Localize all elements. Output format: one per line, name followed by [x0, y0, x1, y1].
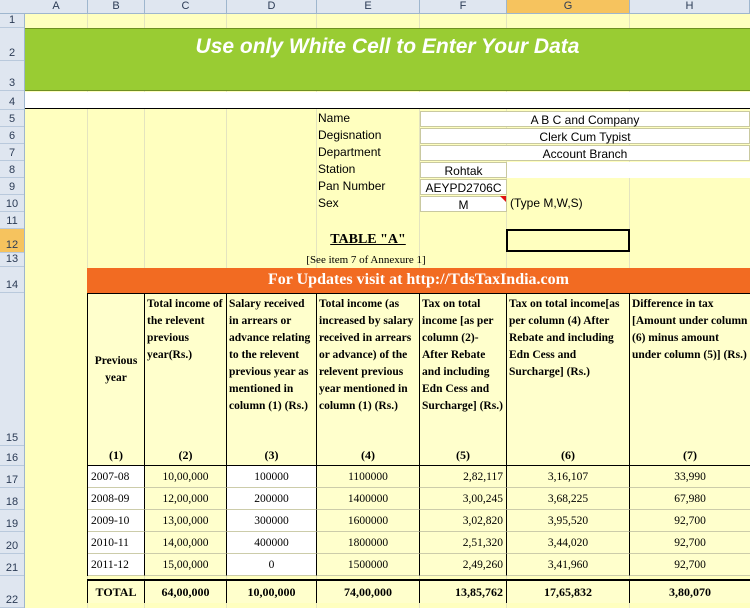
name-label: Name	[318, 111, 351, 125]
cell-difference: 92,700	[630, 532, 750, 554]
column-header-g[interactable]: G	[507, 0, 630, 13]
name-field[interactable]: A B C and Company	[420, 111, 750, 127]
column-number-row	[87, 446, 750, 466]
row-header[interactable]: 13	[0, 253, 24, 267]
column-header-c[interactable]: C	[145, 0, 227, 13]
cell-tax-col2: 2,49,260	[420, 554, 507, 576]
header-previous-year: Previous year	[88, 294, 145, 447]
table-row	[87, 466, 750, 488]
cell-total-income: 12,00,000	[145, 488, 227, 510]
cell-difference: 67,980	[630, 488, 750, 510]
cell-tax-col4: 3,95,520	[507, 510, 630, 532]
column-header-h[interactable]: H	[630, 0, 750, 13]
colnum-3: (3)	[227, 446, 317, 466]
table-row	[87, 532, 750, 554]
cell-year[interactable]: 2011-12	[88, 554, 145, 576]
row-header[interactable]: 8	[0, 161, 24, 178]
total-arrears-sum: 10,00,000	[227, 579, 317, 603]
cell-increased-income: 1500000	[317, 554, 420, 576]
header-salary-arrears: Salary received in arrears or advance relating to the relevent previous year as mentioned in column (1) (Rs.)	[227, 294, 317, 447]
row-header[interactable]: 19	[0, 510, 24, 532]
cell-difference: 33,990	[630, 466, 750, 488]
cell-tax-col4: 3,16,107	[507, 466, 630, 488]
row-header[interactable]: 15	[0, 293, 24, 446]
total-income-sum: 64,00,000	[145, 579, 227, 603]
cell-total-income: 14,00,000	[145, 532, 227, 554]
column-header-b[interactable]: B	[88, 0, 145, 13]
row-header-bar	[0, 14, 25, 608]
cell-increased-income: 1600000	[317, 510, 420, 532]
station-label: Station	[318, 162, 356, 176]
cell-total-income: 13,00,000	[145, 510, 227, 532]
cell-tax-col2: 2,82,117	[420, 466, 507, 488]
colnum-6: (6)	[507, 446, 630, 466]
spacer-row	[25, 92, 750, 109]
table-title: TABLE "A"	[330, 232, 406, 247]
cell-arrears[interactable]: 0	[227, 554, 317, 576]
cell-increased-income: 1800000	[317, 532, 420, 554]
row-header[interactable]: 20	[0, 532, 24, 554]
pan-field[interactable]: AEYPD2706C	[420, 179, 507, 195]
row-header[interactable]: 7	[0, 144, 24, 161]
table-row	[87, 554, 750, 576]
station-extra-cell[interactable]	[507, 162, 750, 178]
colnum-2: (2)	[145, 446, 227, 466]
active-cell[interactable]	[506, 229, 630, 252]
column-header-e[interactable]: E	[317, 0, 420, 13]
cell-grid[interactable]	[25, 14, 750, 608]
row-header[interactable]: 12	[0, 229, 24, 253]
row-header[interactable]: 3	[0, 61, 24, 91]
total-tax-col4-sum: 17,65,832	[507, 579, 630, 603]
sex-hint: (Type M,W,S)	[510, 196, 583, 210]
station-field[interactable]: Rohtak	[420, 162, 507, 178]
header-tax-col2: Tax on total income [as per column (2)- After Rebate and including Edn Cess and Surcharge] (Rs.)	[420, 294, 507, 447]
column-header-f[interactable]: F	[420, 0, 507, 13]
department-label: Department	[318, 145, 381, 159]
cell-total-income: 10,00,000	[145, 466, 227, 488]
row-header[interactable]: 11	[0, 212, 24, 229]
cell-increased-income: 1100000	[317, 466, 420, 488]
header-tax-col4: Tax on total income[as per column (4) After Rebate and including Edn Cess and Surcharge] (Rs.)	[507, 294, 630, 447]
total-row	[87, 579, 750, 603]
row-header[interactable]: 10	[0, 195, 24, 212]
cell-year[interactable]: 2010-11	[88, 532, 145, 554]
designation-label: Degisnation	[318, 128, 382, 142]
row-header[interactable]: 18	[0, 488, 24, 510]
colnum-1: (1)	[88, 446, 145, 466]
total-increased-sum: 74,00,000	[317, 579, 420, 603]
cell-tax-col2: 3,02,820	[420, 510, 507, 532]
cell-arrears[interactable]: 100000	[227, 466, 317, 488]
cell-increased-income: 1400000	[317, 488, 420, 510]
row-header[interactable]: 4	[0, 91, 24, 110]
row-header[interactable]: 5	[0, 110, 24, 127]
cell-year[interactable]: 2007-08	[88, 466, 145, 488]
column-header-d[interactable]: D	[227, 0, 317, 13]
cell-arrears[interactable]: 300000	[227, 510, 317, 532]
cell-tax-col4: 3,41,960	[507, 554, 630, 576]
update-banner[interactable]: For Updates visit at http://TdsTaxIndia.com	[87, 268, 750, 293]
sex-label: Sex	[318, 196, 339, 210]
instruction-banner	[25, 28, 750, 91]
row-header[interactable]: 17	[0, 466, 24, 488]
table-row	[87, 488, 750, 510]
cell-tax-col2: 3,00,245	[420, 488, 507, 510]
cell-year[interactable]: 2008-09	[88, 488, 145, 510]
colnum-7: (7)	[630, 446, 750, 466]
cell-total-income: 15,00,000	[145, 554, 227, 576]
cell-arrears[interactable]: 400000	[227, 532, 317, 554]
cell-tax-col2: 2,51,320	[420, 532, 507, 554]
header-total-income: Total income of the relevent previous year(Rs.)	[145, 294, 227, 447]
table-subtitle: [See item 7 of Annexure 1]	[306, 254, 426, 266]
table-row	[87, 510, 750, 532]
cell-tax-col4: 3,68,225	[507, 488, 630, 510]
sex-field[interactable]: M	[420, 196, 507, 212]
column-header-a[interactable]: A	[25, 0, 88, 13]
pan-label: Pan Number	[318, 179, 386, 193]
cell-year[interactable]: 2009-10	[88, 510, 145, 532]
total-tax-col2-sum: 13,85,762	[420, 579, 507, 603]
comment-indicator-icon[interactable]	[500, 196, 506, 202]
row-header[interactable]: 9	[0, 178, 24, 195]
header-difference: Difference in tax [Amount under column (6) minus amount under column (5)] (Rs.)	[630, 294, 750, 447]
total-difference-sum: 3,80,070	[630, 579, 750, 603]
row-header[interactable]: 21	[0, 554, 24, 576]
row-header[interactable]: 16	[0, 446, 24, 466]
cell-difference: 92,700	[630, 510, 750, 532]
row-header[interactable]: 1	[0, 14, 24, 28]
row-header[interactable]: 2	[0, 28, 24, 61]
header-increased-income: Total income (as increased by salary received in arrears or advance) of the relevent previous year mentioned in column (1) (Rs.)	[317, 294, 420, 447]
row-header[interactable]: 6	[0, 127, 24, 144]
department-field[interactable]: Account Branch	[420, 145, 750, 161]
row-header[interactable]: 22	[0, 576, 24, 608]
table-header-row	[87, 293, 750, 446]
cell-difference: 92,700	[630, 554, 750, 576]
designation-field[interactable]: Clerk Cum Typist	[420, 128, 750, 144]
column-header-bar	[0, 0, 750, 14]
instruction-banner-title: Use only White Cell to Enter Your Data	[195, 35, 580, 58]
colnum-5: (5)	[420, 446, 507, 466]
colnum-4: (4)	[317, 446, 420, 466]
cell-arrears[interactable]: 200000	[227, 488, 317, 510]
total-label: TOTAL	[88, 579, 145, 603]
cell-tax-col4: 3,44,020	[507, 532, 630, 554]
row-header[interactable]: 14	[0, 267, 24, 293]
